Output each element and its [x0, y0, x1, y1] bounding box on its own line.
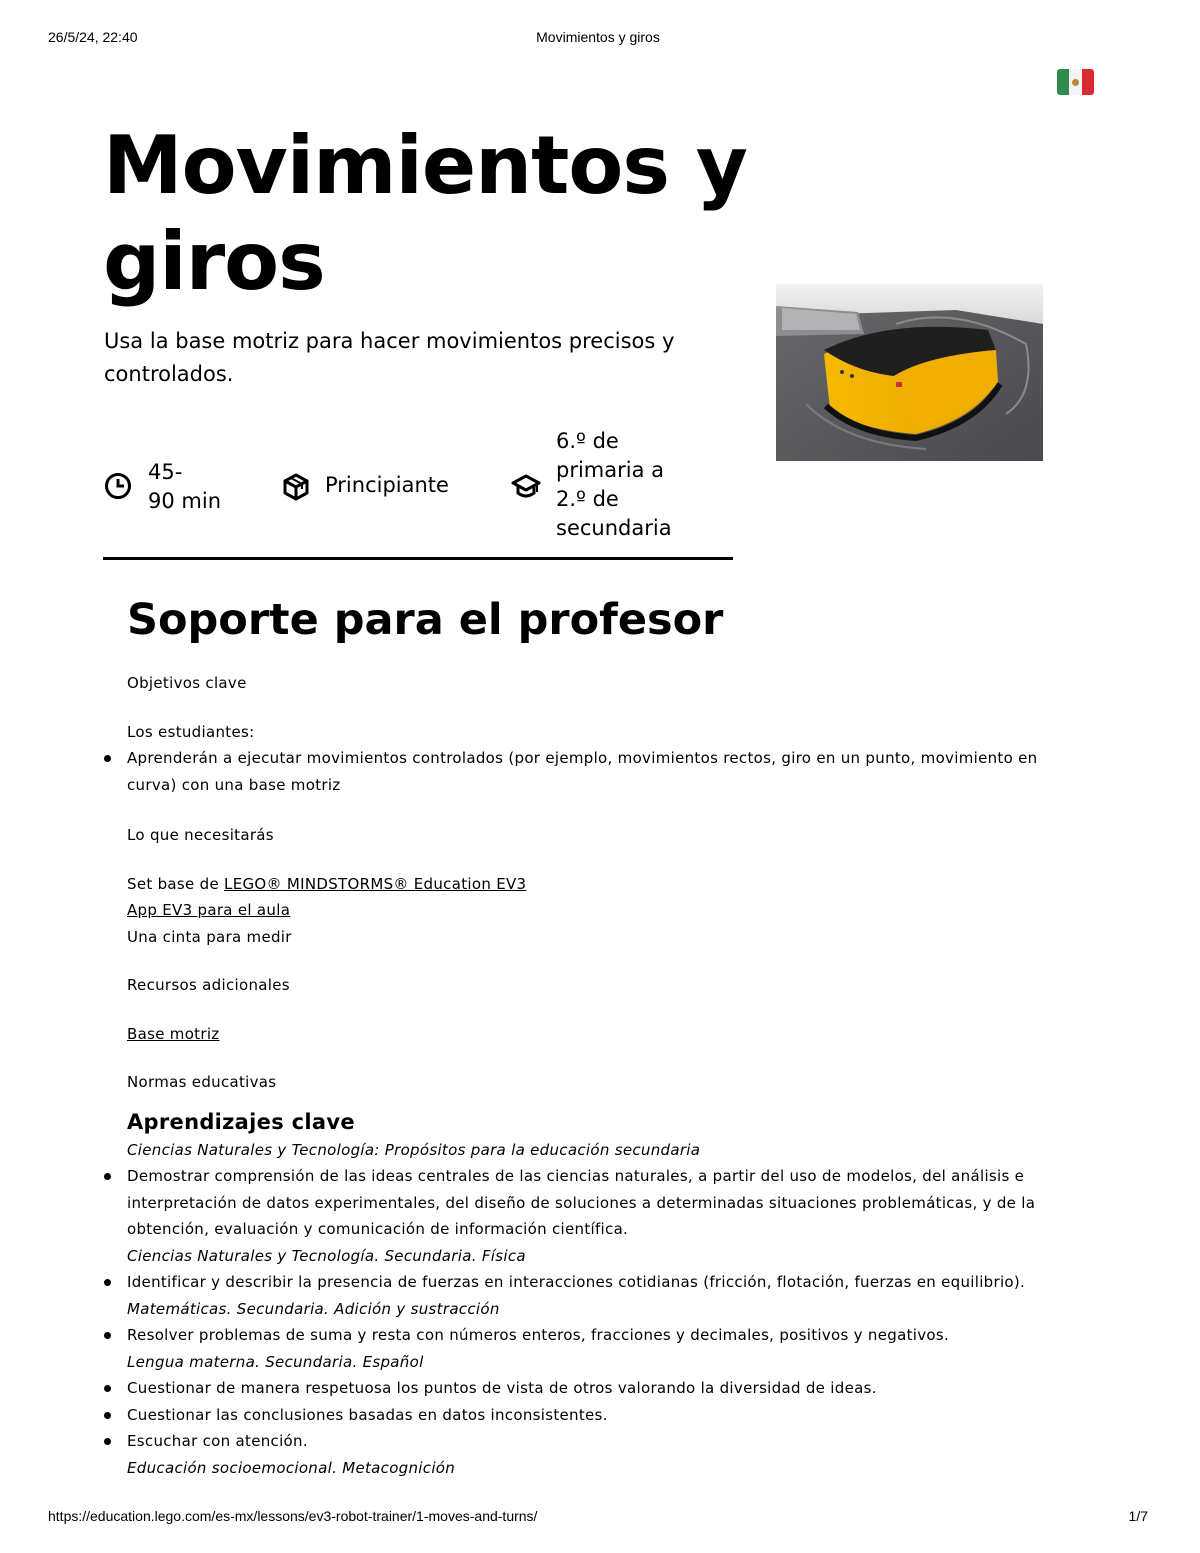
section-divider	[103, 557, 733, 560]
flag-stripe-white	[1069, 69, 1081, 95]
ev3-app-link[interactable]: App EV3 para el aula	[127, 901, 291, 919]
set-line	[127, 871, 1062, 898]
standard-heading: Educación socioemocional. Metacognición	[127, 1458, 456, 1477]
list-item: Aprenderán a ejecutar movimientos controlados (por ejemplo, movimientos rectos, giro en un punto, movimiento en curva) con una base motriz	[127, 745, 1062, 798]
drive-base-link[interactable]: Base motriz	[127, 1024, 220, 1043]
list-item: Resolver problemas de suma y resta con números enteros, fracciones y decimales, positivos y negativos.	[127, 1322, 1062, 1349]
list-item: Cuestionar de manera respetuosa los puntos de vista de otros valorando la diversidad de ideas.	[127, 1375, 1062, 1402]
standard-heading: Matemáticas. Secundaria. Adición y sustracción	[127, 1299, 500, 1318]
flag-emblem	[1072, 79, 1079, 86]
teacher-support-content	[127, 670, 1062, 1481]
students-label: Los estudiantes:	[127, 722, 255, 741]
list-item: Escuchar con atención.	[127, 1428, 1062, 1455]
teacher-support-title: Soporte para el profesor	[127, 595, 724, 645]
clock-icon	[104, 472, 132, 500]
duration-line1: 45-	[148, 460, 183, 484]
page-title	[103, 118, 763, 310]
mexico-flag-icon[interactable]	[1057, 69, 1094, 95]
set-prefix: Set base de	[127, 874, 225, 893]
needs-label: Lo que necesitarás	[127, 826, 274, 844]
print-footer	[48, 1508, 1148, 1526]
grade-line3: 2.º de	[556, 487, 619, 511]
flag-stripe-green	[1057, 69, 1069, 95]
list-item: Cuestionar las conclusiones basadas en datos inconsistentes.	[127, 1402, 1062, 1429]
learning-title: Aprendizajes clave	[127, 1109, 355, 1134]
page-title-line2: giros	[103, 215, 325, 308]
objectives-label: Objetivos clave	[127, 674, 247, 692]
list-item: Demostrar comprensión de las ideas centrales de las ciencias naturales, a partir del uso de modelos, del análisis e interpretación de datos experimentales, del diseño de soluciones a determinadas situaciones problemáticas, y de la obtención, evaluación y comunicación de información científica.	[127, 1163, 1062, 1243]
duration-line2: 90 min	[148, 489, 221, 513]
grade-line2: primaria a	[556, 458, 665, 482]
robot-drive-base-photo	[776, 284, 1043, 461]
graduation-cap-icon	[511, 472, 541, 500]
standards-label: Normas educativas	[127, 1073, 277, 1091]
standard-heading: Lengua materna. Secundaria. Español	[127, 1352, 424, 1371]
list-item: Identificar y describir la presencia de fuerzas en interacciones cotidianas (fricción, flotación, fuerzas en equilibrio).	[127, 1269, 1062, 1296]
ev3-set-link[interactable]: LEGO® MINDSTORMS® Education EV3	[224, 874, 527, 893]
standard-heading: Ciencias Naturales y Tecnología: Propósitos para la educación secundaria	[127, 1140, 701, 1159]
cube-icon	[283, 473, 309, 501]
grade-line1: 6.º de	[556, 429, 619, 453]
page-title-line1: Movimientos y	[103, 119, 747, 212]
page-subtitle: Usa la base motriz para hacer movimientos precisos y controlados.	[104, 329, 675, 386]
tape-item: Una cinta para medir	[127, 927, 292, 946]
grade-line4: secundaria	[556, 516, 672, 540]
print-url: https://education.lego.com/es-mx/lessons/ev3-robot-trainer/1-moves-and-turns/	[48, 1508, 538, 1524]
print-datetime: 26/5/24, 22:40	[48, 29, 138, 45]
resources-label: Recursos adicionales	[127, 976, 290, 994]
level-label: Principiante	[325, 473, 449, 497]
objectives-list	[127, 745, 1062, 798]
print-title: Movimientos y giros	[536, 29, 660, 45]
flag-stripe-red	[1082, 69, 1094, 95]
page-number: 1/7	[1128, 1508, 1148, 1524]
standard-heading: Ciencias Naturales y Tecnología. Secundaria. Física	[127, 1246, 526, 1265]
print-header	[48, 29, 1148, 47]
